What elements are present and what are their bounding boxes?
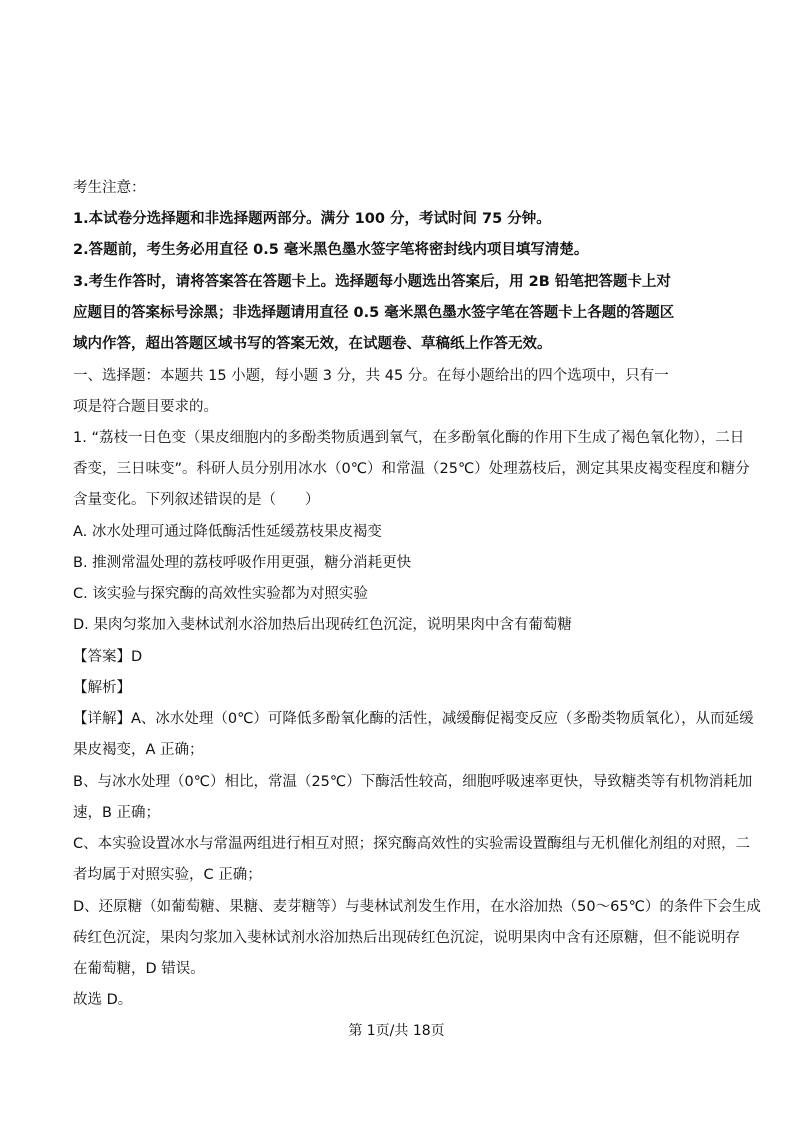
analysis-line-9: 在葡萄糖，D 错误。: [73, 961, 205, 977]
analysis-line-2: 果皮褐变，A 正确；: [73, 742, 204, 758]
analysis-line-3: B、与冰水处理（0℃）相比，常温（25℃）下酶活性较高，细胞呼吸速率更快，导致糖类等有机物消耗加: [73, 774, 753, 790]
analysis-label: 【解析】: [73, 680, 131, 696]
option-d: D. 果肉匀浆加入斐林试剂水浴加热后出现砖红色沉淀，说明果肉中含有葡萄糖: [73, 617, 572, 633]
analysis-line-1: 【详解】A、冰水处理（0℃）可降低多酚氧化酶的活性，减缓酶促褐变反应（多酚类物质氧化），从而延缓: [73, 711, 754, 727]
analysis-line-4: 速，B 正确；: [73, 805, 161, 821]
notice-item-3-cont-1: 应题目的答案标号涂黑；非选择题请用直径 0.5 毫米黑色墨水签字笔在答题卡上各题的答题区: [73, 305, 675, 321]
analysis-line-7: D、还原糖（如葡萄糖、果糖、麦芽糖等）与斐林试剂发生作用，在水浴加热（50～65℃）的条件下会生成: [73, 899, 761, 915]
answer: 【答案】D: [73, 649, 143, 665]
analysis-line-6: 者均属于对照实验，C 正确；: [73, 867, 262, 883]
question-stem-line-3: 含量变化。下列叙述错误的是（ ）: [73, 492, 320, 508]
analysis-line-5: C、本实验设置冰水与常温两组进行相互对照；探究酶高效性的实验需设置酶组与无机催化剂组的对照，二: [73, 836, 751, 852]
question-stem-line-1: 1. “荔枝一日色变（果皮细胞内的多酚类物质遇到氧气，在多酚氧化酶的作用下生成了褐色氧化物），二日: [73, 430, 745, 446]
analysis-line-10: 故选 D。: [73, 992, 133, 1008]
notice-item-2: 2.答题前，考生务必用直径 0.5 毫米黑色墨水签字笔将密封线内项目填写清楚。: [73, 242, 589, 258]
notice-heading: 考生注意：: [73, 180, 146, 196]
option-b: B. 推测常温处理的荔枝呼吸作用更强，糖分消耗更快: [73, 555, 412, 571]
notice-item-3: 3.考生作答时，请将答案答在答题卡上。选择题每小题选出答案后，用 2B 铅笔把答题卡上对: [73, 274, 671, 290]
option-a: A. 冰水处理可通过降低酶活性延缓荔枝果皮褐变: [73, 524, 382, 540]
analysis-line-8: 砖红色沉淀，果肉匀浆加入斐林试剂水浴加热后出现砖红色沉淀，说明果肉中含有还原糖，但不能说明存: [73, 930, 740, 946]
notice-item-1: 1.本试卷分选择题和非选择题两部分。满分 100 分，考试时间 75 分钟。: [73, 211, 551, 227]
section-heading: 一、选择题：本题共 15 小题，每小题 3 分，共 45 分。在每小题给出的四个选项中，只有一: [73, 368, 669, 384]
section-heading-cont: 项是符合题目要求的。: [73, 399, 218, 415]
notice-item-3-cont-2: 域内作答，超出答题区域书写的答案无效，在试题卷、草稿纸上作答无效。: [73, 336, 552, 352]
question-stem-line-2: 香变，三日味变”。科研人员分别用冰水（0℃）和常温（25℃）处理荔枝后，测定其果皮褐变程度和糖分: [73, 461, 750, 477]
page-footer: 第 1页/共 18页: [348, 1023, 445, 1039]
option-c: C. 该实验与探究酶的高效性实验都为对照实验: [73, 586, 368, 602]
